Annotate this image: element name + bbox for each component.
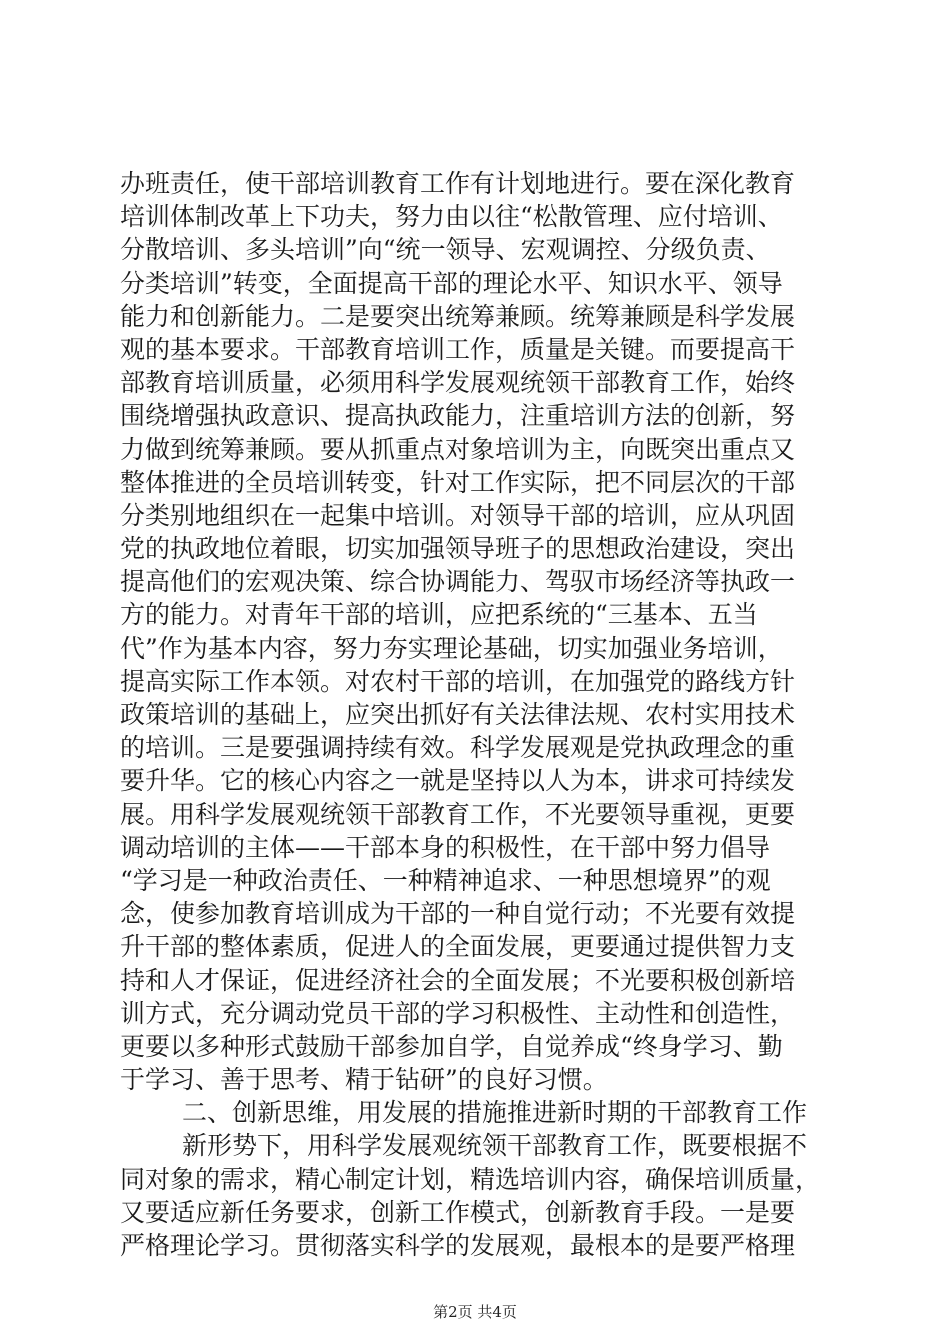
text-line: 整体推进的全员培训转变，针对工作实际，把不同层次的干部: [120, 467, 796, 497]
text-line: 训方式，充分调动党员干部的学习积极性、主动性和创造性，: [120, 998, 796, 1028]
section-heading: 二、创新思维，用发展的措施推进新时期的干部教育工作: [182, 1098, 808, 1128]
text-line: 同对象的需求，精心制定计划，精选培训内容，确保培训质量，: [120, 1164, 821, 1194]
text-line: 提高实际工作本领。对农村干部的培训，在加强党的路线方针: [120, 666, 796, 696]
text-line: 念，使参加教育培训成为干部的一种自觉行动；不光要有效提: [120, 899, 796, 929]
text-line: 持和人才保证，促进经济社会的全面发展；不光要积极创新培: [120, 965, 796, 995]
text-line: 代”作为基本内容，努力夯实理论基础，切实加强业务培训，: [120, 633, 783, 663]
body-text: [120, 167, 840, 1262]
page-footer: [0, 1302, 950, 1322]
text-line: 又要适应新任务要求，创新工作模式，创新教育手段。一是要: [120, 1197, 796, 1227]
text-line: 部教育培训质量，必须用科学发展观统领干部教育工作，始终: [120, 368, 796, 398]
text-line: 围绕增强执政意识、提高执政能力，注重培训方法的创新，努: [120, 401, 796, 431]
text-line: 党的执政地位着眼，切实加强领导班子的思想政治建设，突出: [120, 534, 796, 564]
text-line: 新形势下，用科学发展观统领干部教育工作，既要根据不: [182, 1131, 808, 1161]
text-line: 政策培训的基础上，应突出抓好有关法律法规、农村实用技术: [120, 700, 796, 729]
text-line: 要升华。它的核心内容之一就是坚持以人为本，讲求可持续发: [120, 766, 796, 796]
text-line: 展。用科学发展观统领干部教育工作，不光要领导重视，更要: [120, 799, 796, 829]
text-line: 分类培训”转变，全面提高干部的理论水平、知识水平、领导: [120, 268, 783, 298]
text-line: 更要以多种形式鼓励干部参加自学，自觉养成“终身学习、勤: [120, 1031, 783, 1061]
text-line: 办班责任，使干部培训教育工作有计划地进行。要在深化教育: [120, 169, 796, 198]
text-line: 力做到统筹兼顾。要从抓重点对象培训为主，向既突出重点又: [120, 434, 796, 464]
text-line: 调动培训的主体——干部本身的积极性，在干部中努力倡导: [120, 832, 771, 862]
text-line: 升干部的整体素质，促进人的全面发展，更要通过提供智力支: [120, 932, 796, 962]
text-line: “学习是一种政治责任、一种精神追求、一种思想境界”的观: [120, 865, 771, 895]
text-line: 于学习、善于思考、精于钻研”的良好习惯。: [120, 1065, 608, 1095]
text-line: 观的基本要求。干部教育培训工作，质量是关键。而要提高干: [120, 334, 796, 364]
page-number: 第2页 共4页: [433, 1303, 517, 1321]
text-line: 分散培训、多头培训”向“统一领导、宏观调控、分级负责、: [120, 235, 771, 265]
text-line: 提高他们的宏观决策、综合协调能力、驾驭市场经济等执政一: [120, 567, 796, 597]
text-line: 培训体制改革上下功夫，努力由以往“松散管理、应付培训、: [120, 202, 783, 232]
text-line: 的培训。三是要强调持续有效。科学发展观是党执政理念的重: [120, 733, 796, 763]
text-line: 能力和创新能力。二是要突出统筹兼顾。统筹兼顾是科学发展: [120, 301, 796, 331]
text-line: 方的能力。对青年干部的培训，应把系统的“三基本、五当: [120, 600, 758, 630]
text-line: 严格理论学习。贯彻落实科学的发展观，最根本的是要严格理: [120, 1231, 796, 1260]
text-line: 分类别地组织在一起集中培训。对领导干部的培训，应从巩固: [120, 500, 796, 530]
